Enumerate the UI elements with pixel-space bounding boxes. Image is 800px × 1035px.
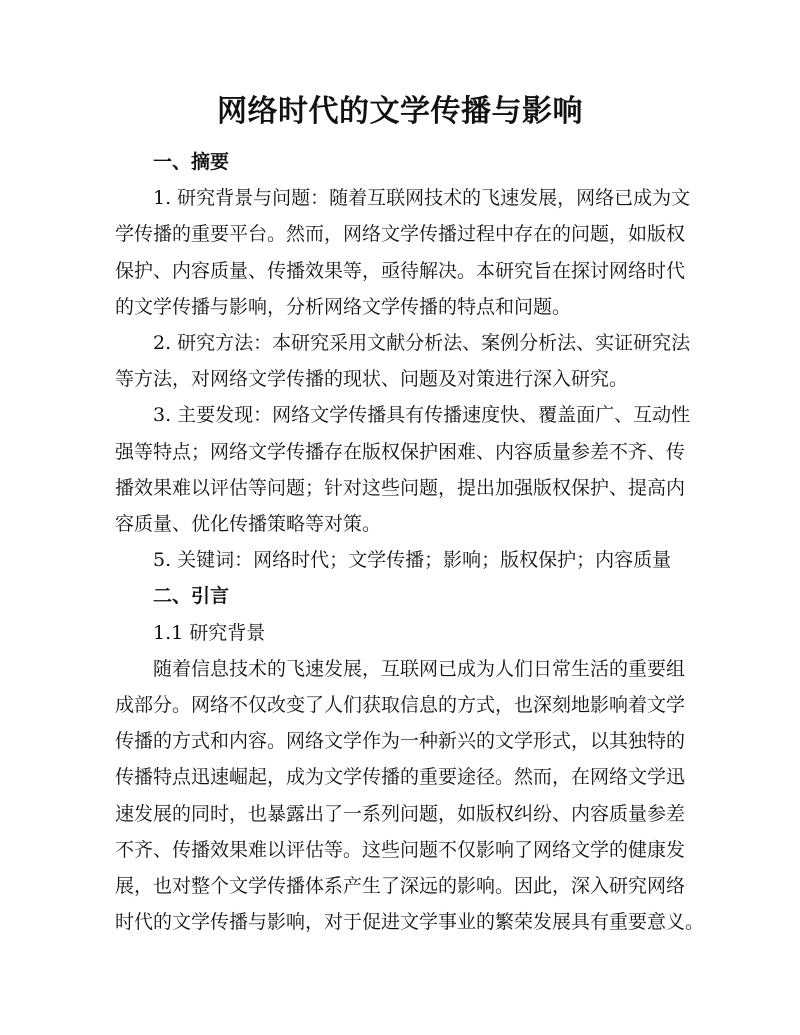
text-line: 传播特点迅速崛起，成为文学传播的重要途径。然而，在网络文学迅 [115, 766, 686, 789]
text-line: 强等特点；网络文学传播存在版权保护困难、内容质量参差不齐、传 [115, 440, 686, 463]
abstract-item-background [115, 180, 691, 325]
abstract-keywords [115, 542, 685, 578]
document-title: 网络时代的文学传播与影响 [217, 94, 583, 129]
text-line: 播效果难以评估等问题；针对这些问题，提出加强版权保护、提高内 [115, 476, 686, 499]
subsection-heading-background: 1.1 研究背景 [153, 621, 266, 644]
text-line: 3. 主要发现：网络文学传播具有传播速度快、覆盖面广、互动性 [153, 404, 691, 427]
text-line: 时代的文学传播与影响，对于促进文学事业的繁荣发展具有重要意义。 [115, 911, 705, 934]
text-line: 传播的方式和内容。网络文学作为一种新兴的文学形式，以其独特的 [115, 730, 686, 753]
text-line: 容质量、优化传播策略等对策。 [115, 513, 382, 536]
text-line: 不齐、传播效果难以评估等。这些问题不仅影响了网络文学的健康发 [115, 838, 686, 861]
abstract-item-methods [115, 325, 691, 397]
text-line: 2. 研究方法：本研究采用文献分析法、案例分析法、实证研究法 [153, 332, 691, 355]
text-line: 速发展的同时，也暴露出了一系列问题，如版权纠纷、内容质量参差 [115, 802, 686, 825]
text-line: 展，也对整个文学传播体系产生了深远的影响。因此，深入研究网络 [115, 875, 686, 898]
text-line: 1. 研究背景与问题：随着互联网技术的飞速发展，网络已成为文 [153, 187, 691, 210]
abstract-item-findings [115, 397, 691, 542]
text-line: 成部分。网络不仅改变了人们获取信息的方式，也深刻地影响着文学 [115, 694, 686, 717]
text-line: 保护、内容质量、传播效果等，亟待解决。本研究旨在探讨网络时代 [115, 259, 686, 282]
keywords-line: 5. 关键词：网络时代；文学传播；影响；版权保护；内容质量 [153, 549, 672, 572]
section-heading-abstract: 一、摘要 [153, 151, 230, 173]
text-line: 的文学传播与影响，分析网络文学传播的特点和问题。 [115, 295, 572, 318]
introduction-paragraph [115, 651, 705, 941]
text-line: 学传播的重要平台。然而，网络文学传播过程中存在的问题，如版权 [115, 223, 686, 246]
section-heading-introduction: 二、引言 [153, 585, 230, 608]
text-line: 等方法，对网络文学传播的现状、问题及对策进行深入研究。 [115, 368, 629, 391]
text-line: 随着信息技术的飞速发展，互联网已成为人们日常生活的重要组 [153, 657, 686, 680]
document-body [115, 144, 705, 940]
